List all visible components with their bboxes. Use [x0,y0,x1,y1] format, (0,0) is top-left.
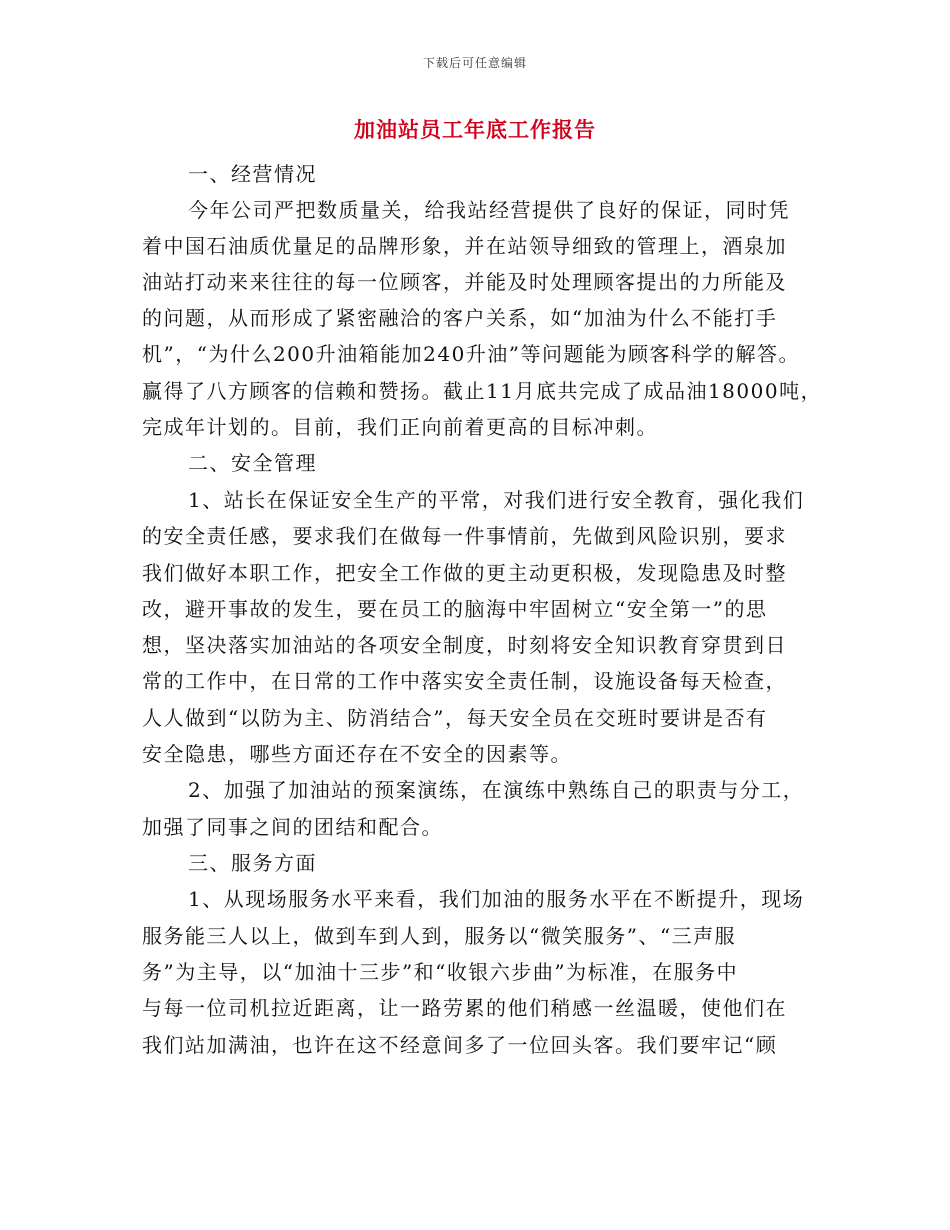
paragraph-line: 我们做好本职工作，把安全工作做的更主动更积极，发现隐患及时整 [142,561,787,585]
paragraph-line: 常的工作中，在日常的工作中落实安全责任制，设施设备每天检查， [142,669,787,693]
paragraph-line: 我们站加满油，也许在这不经意间多了一位回头客。我们要牢记“顾 [142,1033,778,1057]
paragraph-line: 与每一位司机拉近距离，让一路劳累的他们稍感一丝温暖，使他们在 [142,996,787,1020]
section-heading-3: 三、服务方面 [188,851,317,875]
paragraph-line: 1、从现场服务水平来看，我们加油的服务水平在不断提升，现场 [188,887,805,911]
paragraph-line: 1、站长在保证安全生产的平常，对我们进行安全教育，强化我们 [188,488,805,512]
paragraph-line: 想，坚决落实加油站的各项安全制度，时刻将安全知识教育穿贯到日 [142,633,787,657]
paragraph-line: 加强了同事之间的团结和配合。 [142,815,443,839]
paragraph-line: 改，避开事故的发生，要在员工的脑海中牢固树立“安全第一”的思 [142,597,768,621]
paragraph-line: 着中国石油质优量足的品牌形象，并在站领导细致的管理上，酒泉加 [142,234,787,258]
paragraph-line: 赢得了八方顾客的信赖和赞扬。截止11月底共完成了成品油18000吨， [142,379,823,403]
section-heading-1: 一、经营情况 [188,162,317,186]
paragraph-line: 今年公司严把数质量关，给我站经营提供了良好的保证，同时凭 [188,198,790,222]
paragraph-line: 服务能三人以上，做到车到人到，服务以“微笑服务”、“三声服 [142,924,737,948]
paragraph-line: 安全隐患，哪些方面还存在不安全的因素等。 [142,742,572,766]
paragraph-line: 2、加强了加油站的预案演练，在演练中熟练自己的职责与分工， [188,778,805,802]
section-heading-2: 二、安全管理 [188,451,317,475]
paragraph-line: 完成年计划的。目前，我们正向前着更高的目标冲刺。 [142,415,658,439]
paragraph-line: 的安全责任感，要求我们在做每一件事情前，先做到风险识别，要求 [142,524,787,548]
paragraph-line: 务”为主导，以“加油十三步”和“收银六步曲”为标准，在服务中 [142,960,739,984]
page-header-note: 下载后可任意编辑 [422,56,527,70]
paragraph-line: 的问题，从而形成了紧密融洽的客户关系，如“加油为什么不能打手 [142,306,778,330]
paragraph-line: 油站打动来来往往的每一位顾客，并能及时处理顾客提出的力所能及 [142,270,787,294]
document-title: 加油站员工年底工作报告 [354,117,596,142]
paragraph-line: 机”，“为什么200升油箱能加240升油”等问题能为顾客科学的解答。 [142,342,801,366]
paragraph-line: 人人做到“以防为主、防消结合”，每天安全员在交班时要讲是否有 [142,706,768,730]
